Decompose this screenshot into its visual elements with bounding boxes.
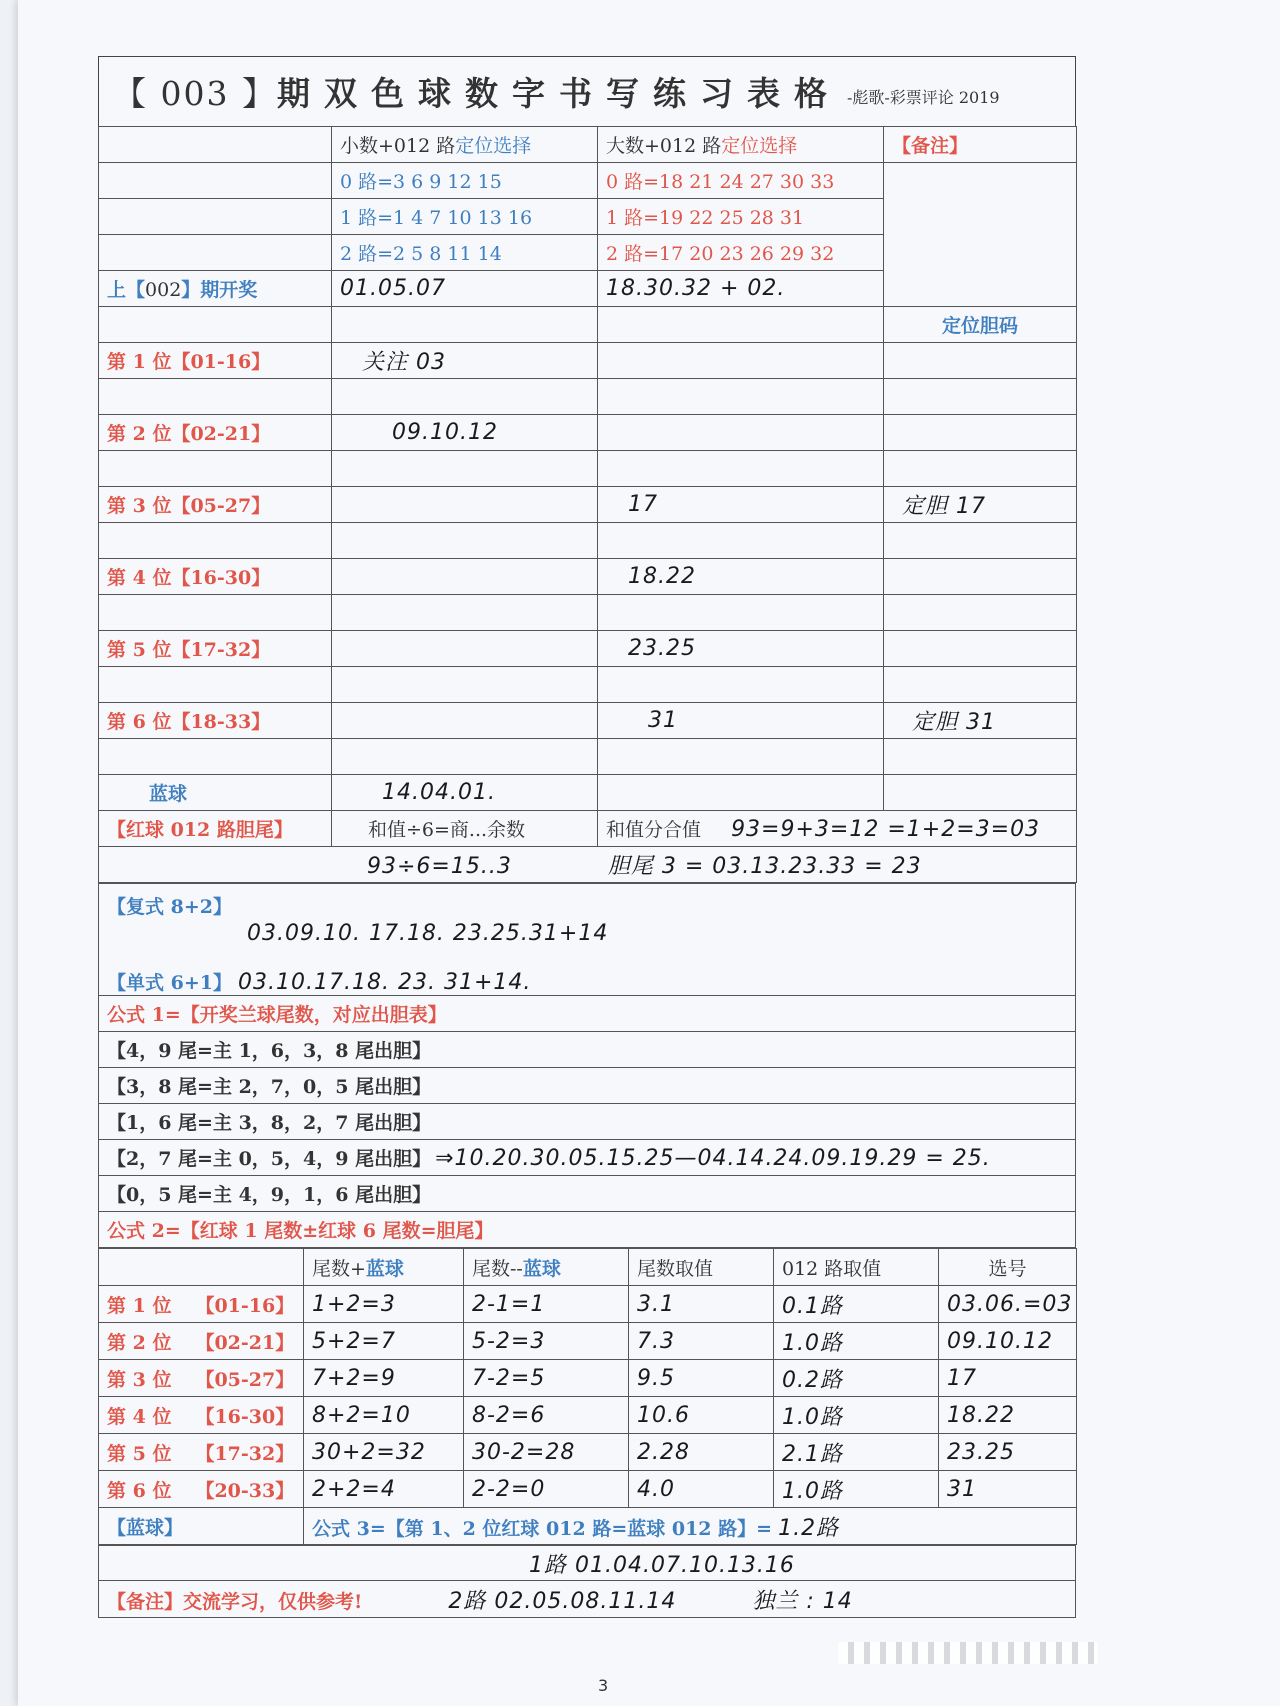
small-header-b: 定位选择 <box>455 135 532 157</box>
paper-page <box>18 0 1280 1706</box>
position-big <box>598 343 884 379</box>
formula1-row-text: 【4，9 尾=主 1，6，3，8 尾出胆】 <box>107 1040 432 1062</box>
cell-route: 1.0路 <box>774 1397 939 1434</box>
cell-empty <box>598 667 884 703</box>
cell-empty <box>598 739 884 775</box>
row-range: 【17-32】 <box>195 1442 295 1465</box>
position-note <box>884 343 1077 379</box>
row-range: 【05-27】 <box>195 1368 295 1391</box>
row-range: 【01-16】 <box>195 1294 295 1317</box>
big-header-b: 定位选择 <box>721 135 798 157</box>
cell-empty <box>598 523 884 559</box>
cell-empty <box>99 235 332 271</box>
prev-label-a: 上【 <box>107 279 146 301</box>
position-big: 31 <box>598 703 884 739</box>
red-tail-label: 【红球 012 路胆尾】 <box>99 811 332 847</box>
footer-table <box>98 1545 1076 1618</box>
cell-minus: 8-2=6 <box>464 1397 629 1434</box>
position-small: 09.10.12 <box>332 415 598 451</box>
single-blue: 独兰 : 14 <box>752 1588 853 1614</box>
sheet-title: 期双色球数字书写练习表格 <box>276 74 841 113</box>
cell-tail: 4.0 <box>629 1471 774 1508</box>
cell-empty <box>598 775 884 811</box>
row-pos: 第 2 位 <box>107 1331 172 1354</box>
blue-ball-value: 14.04.01. <box>332 775 598 811</box>
note-text: 交流学习，仅供参考! <box>183 1590 363 1613</box>
cell-empty <box>884 595 1077 631</box>
note-cell <box>884 163 1077 307</box>
position-small <box>332 559 598 595</box>
col-route-value: 012 路取值 <box>774 1249 939 1286</box>
cell-empty <box>99 307 332 343</box>
cell-minus: 7-2=5 <box>464 1360 629 1397</box>
formula1-row-text: 【3，8 尾=主 2，7，0，5 尾出胆】 <box>107 1076 432 1098</box>
calc-row <box>99 847 1077 883</box>
formula1-row-text: 【1，6 尾=主 3，8，2，7 尾出胆】 <box>107 1112 432 1134</box>
cell-empty <box>884 667 1077 703</box>
cell-empty <box>598 379 884 415</box>
small-header-a: 小数+012 路 <box>340 135 456 157</box>
cell-empty <box>99 523 332 559</box>
small-col-header <box>332 127 598 163</box>
cell-empty <box>332 379 598 415</box>
cell-tail: 10.6 <box>629 1397 774 1434</box>
col-tail-minus <box>464 1249 629 1286</box>
header-blue-minus: 蓝球 <box>522 1257 561 1280</box>
picks-table <box>98 883 1076 1248</box>
cell-empty <box>332 307 598 343</box>
route1-line: 1路 01.04.07.10.13.16 <box>99 1546 1076 1581</box>
cell-plus: 2+2=4 <box>304 1471 464 1508</box>
cell-empty <box>99 163 332 199</box>
danshi-label: 【单式 6+1】 <box>107 972 232 994</box>
sum-split-label: 和值分合值 <box>606 819 702 841</box>
row-pos-cell <box>99 1397 304 1434</box>
table-row <box>99 1471 1077 1508</box>
position-note: 定胆 17 <box>884 487 1077 523</box>
position-table <box>98 126 1077 883</box>
cell-empty <box>99 1249 304 1286</box>
formula1-row-text: 【2，7 尾=主 0，5，4，9 尾出胆】 <box>107 1148 432 1170</box>
position-label: 第 6 位【18-33】 <box>99 703 332 739</box>
sheet-credit: -彪歌-彩票评论 2019 <box>846 88 1000 107</box>
row-pos: 第 3 位 <box>107 1368 172 1391</box>
sheet-title-bar <box>98 56 1076 126</box>
prev-draw-small: 01.05.07 <box>332 271 598 307</box>
col-pick: 选号 <box>939 1249 1077 1286</box>
cell-pick: 03.06.=03 <box>939 1286 1077 1323</box>
page-number: 3 <box>598 1676 609 1695</box>
cell-empty <box>598 307 884 343</box>
table-row <box>99 1397 1077 1434</box>
big-header-a: 大数+012 路 <box>606 135 722 157</box>
table-row <box>99 1360 1077 1397</box>
cell-empty <box>884 739 1077 775</box>
position-small: 关注 03 <box>332 343 598 379</box>
prev-draw-label <box>99 271 332 307</box>
issue-number: 【 003 】 <box>113 74 277 113</box>
formula1-row-hand: ⇒10.20.30.05.15.25—04.14.24.09.19.29 = 25. <box>435 1146 991 1171</box>
prev-label-b: 】期开奖 <box>181 279 258 301</box>
prev-draw-big: 18.30.32 + 02. <box>598 271 884 307</box>
note-line <box>99 1581 1076 1618</box>
row-pos-cell <box>99 1286 304 1323</box>
big-route-0: 0 路=18 21 24 27 30 33 <box>598 163 884 199</box>
cell-route: 2.1路 <box>774 1434 939 1471</box>
header-tail-minus: 尾数-- <box>472 1257 523 1280</box>
formula2-table <box>98 1248 1077 1545</box>
formula2-title: 公式 2=【红球 1 尾数±红球 6 尾数=胆尾】 <box>99 1212 1076 1248</box>
cell-plus: 7+2=9 <box>304 1360 464 1397</box>
cell-pick: 17 <box>939 1360 1077 1397</box>
position-big: 23.25 <box>598 631 884 667</box>
formula3-blue-label: 【蓝球】 <box>99 1508 304 1545</box>
small-route-0: 0 路=3 6 9 12 15 <box>332 163 598 199</box>
row-pos-cell <box>99 1471 304 1508</box>
cell-empty <box>99 667 332 703</box>
row-pos: 第 4 位 <box>107 1405 172 1428</box>
position-note <box>884 559 1077 595</box>
cell-empty <box>332 667 598 703</box>
cell-empty <box>598 451 884 487</box>
prev-issue: 002 <box>145 279 182 301</box>
cell-plus: 1+2=3 <box>304 1286 464 1323</box>
cell-empty <box>884 379 1077 415</box>
row-range: 【16-30】 <box>195 1405 295 1428</box>
cell-empty <box>884 451 1077 487</box>
position-small <box>332 631 598 667</box>
sum-div-label: 和值÷6=商...余数 <box>332 811 598 847</box>
formula1-row <box>99 1068 1076 1104</box>
formula1-row <box>99 1140 1076 1176</box>
table-row <box>99 1323 1077 1360</box>
danshi-value: 03.10.17.18. 23. 31+14. <box>238 970 532 995</box>
col-tail-value: 尾数取值 <box>629 1249 774 1286</box>
row-pos: 第 1 位 <box>107 1294 172 1317</box>
position-label: 第 2 位【02-21】 <box>99 415 332 451</box>
cell-pick: 23.25 <box>939 1434 1077 1471</box>
row-pos-cell <box>99 1323 304 1360</box>
small-route-1: 1 路=1 4 7 10 13 16 <box>332 199 598 235</box>
note-label: 【备注】 <box>107 1590 184 1613</box>
table-row <box>99 1434 1077 1471</box>
cell-route: 1.0路 <box>774 1323 939 1360</box>
position-note <box>884 631 1077 667</box>
row-pos-cell <box>99 1360 304 1397</box>
note-col-header: 【备注】 <box>884 127 1077 163</box>
sum-split-cell <box>598 811 1077 847</box>
cell-pick: 09.10.12 <box>939 1323 1077 1360</box>
formula1-title: 公式 1=【开奖兰球尾数，对应出胆表】 <box>99 996 1076 1032</box>
cell-minus: 30-2=28 <box>464 1434 629 1471</box>
calc-left: 93÷6=15..3 <box>367 854 512 879</box>
position-label: 第 1 位【01-16】 <box>99 343 332 379</box>
row-pos-cell <box>99 1434 304 1471</box>
cell-empty <box>99 451 332 487</box>
cell-empty <box>598 595 884 631</box>
row-range: 【20-33】 <box>195 1479 295 1502</box>
cell-empty <box>332 739 598 775</box>
formula3-hand: 1.2路 <box>778 1515 840 1541</box>
cell-plus: 30+2=32 <box>304 1434 464 1471</box>
header-tail-plus: 尾数+ <box>312 1257 366 1280</box>
position-note <box>884 415 1077 451</box>
cell-empty <box>99 379 332 415</box>
formula3-text: 公式 3=【第 1、2 位红球 012 路=蓝球 012 路】= <box>312 1517 773 1540</box>
cell-empty <box>99 127 332 163</box>
blue-ball-label: 蓝球 <box>99 775 332 811</box>
clip-shadow <box>838 1642 1098 1664</box>
row-range: 【02-21】 <box>195 1331 295 1354</box>
cell-empty <box>332 595 598 631</box>
cell-tail: 3.1 <box>629 1286 774 1323</box>
cell-minus: 5-2=3 <box>464 1323 629 1360</box>
cell-empty <box>884 775 1077 811</box>
position-note: 定胆 31 <box>884 703 1077 739</box>
cell-route: 1.0路 <box>774 1471 939 1508</box>
position-label: 第 4 位【16-30】 <box>99 559 332 595</box>
fushi-label: 【复式 8+2】 <box>107 896 232 918</box>
fushi-value: 03.09.10. 17.18. 23.25.31+14 <box>247 921 609 946</box>
position-small <box>332 487 598 523</box>
position-small <box>332 703 598 739</box>
cell-empty <box>99 739 332 775</box>
cell-route: 0.1路 <box>774 1286 939 1323</box>
cell-pick: 18.22 <box>939 1397 1077 1434</box>
position-big: 17 <box>598 487 884 523</box>
cell-tail: 9.5 <box>629 1360 774 1397</box>
cell-pick: 31 <box>939 1471 1077 1508</box>
cell-route: 0.2路 <box>774 1360 939 1397</box>
danshi-line <box>107 968 1067 995</box>
table-row <box>99 1286 1077 1323</box>
cell-minus: 2-1=1 <box>464 1286 629 1323</box>
cell-plus: 5+2=7 <box>304 1323 464 1360</box>
header-blue-plus: 蓝球 <box>365 1257 404 1280</box>
position-label: 第 3 位【05-27】 <box>99 487 332 523</box>
cell-empty <box>99 595 332 631</box>
practice-sheet <box>98 56 1076 1618</box>
cell-empty <box>884 523 1077 559</box>
dingwei-label: 定位胆码 <box>884 307 1077 343</box>
formula3-cell <box>304 1508 1077 1545</box>
position-big <box>598 415 884 451</box>
col-tail-plus <box>304 1249 464 1286</box>
cell-tail: 7.3 <box>629 1323 774 1360</box>
position-big: 18.22 <box>598 559 884 595</box>
cell-tail: 2.28 <box>629 1434 774 1471</box>
cell-empty <box>99 199 332 235</box>
cell-empty <box>332 451 598 487</box>
small-route-2: 2 路=2 5 8 11 14 <box>332 235 598 271</box>
big-col-header <box>598 127 884 163</box>
position-label: 第 5 位【17-32】 <box>99 631 332 667</box>
route2-line: 2路 02.05.08.11.14 <box>448 1588 677 1614</box>
fushi-cell <box>99 884 1076 996</box>
cell-plus: 8+2=10 <box>304 1397 464 1434</box>
big-route-1: 1 路=19 22 25 28 31 <box>598 199 884 235</box>
row-pos: 第 5 位 <box>107 1442 172 1465</box>
calc-right: 胆尾 3 = 03.13.23.33 = 23 <box>607 854 922 879</box>
cell-minus: 2-2=0 <box>464 1471 629 1508</box>
sum-split-hand: 93=9+3=12 =1+2=3=03 <box>731 817 1041 842</box>
formula1-row <box>99 1176 1076 1212</box>
row-pos: 第 6 位 <box>107 1479 172 1502</box>
big-route-2: 2 路=17 20 23 26 29 32 <box>598 235 884 271</box>
cell-empty <box>332 523 598 559</box>
formula1-row <box>99 1104 1076 1140</box>
formula1-row <box>99 1032 1076 1068</box>
formula1-row-text: 【0，5 尾=主 4，9，1，6 尾出胆】 <box>107 1184 432 1206</box>
